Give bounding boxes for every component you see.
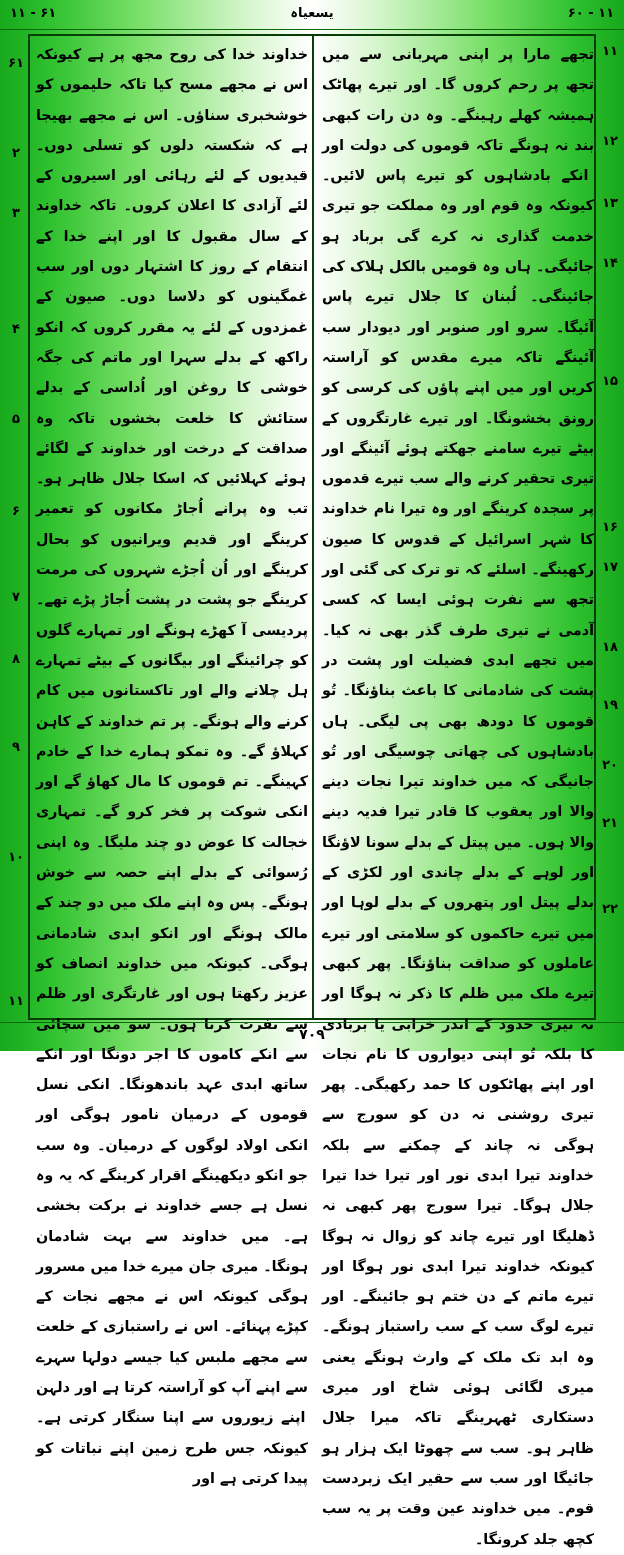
- verse-paragraph: تُو قوموں کا دودھ بھی پی لیگی۔ ہاں بادشاہوں کی چھاتی چوسیگی اور تُو جانیگی کہ میں خداوند تیرا نجات دینے والا اور یعقوب کا قادر تیرا فدیہ دینے والا ہوں۔: [322, 683, 594, 851]
- verse-paragraph: انکی نسل قوموں کے درمیان نامور ہوگی اور انکی اولاد لوگوں کے درمیان۔ وہ سب جو انکو دیکھینگے اقرار کرینگے کہ یہ وہ نسل ہے جسے خداوند نے برکت بخشی ہے۔: [36, 1077, 308, 1245]
- header-chapter-range-right: ۶۰ - ۱۱: [567, 6, 614, 21]
- right-text-column: [322, 40, 595, 1548]
- verse-number: ۱۱: [8, 994, 24, 1009]
- verse-number: ۸: [12, 652, 20, 667]
- verse-number: ۱۲: [602, 134, 618, 149]
- verse-paragraph: خداوند خدا کی روح مجھ پر ہے کیونکہ اس نے مجھے مسح کیا تاکہ حلیموں کو خوشخبری سناؤں۔ اس نے مجھے بھیجا ہے کہ شکستہ دلوں کو تسلی دوں۔ قیدیوں کے لئے رہائی اور اسیروں کے لئے آزادی کا اعلان کروں۔: [36, 47, 308, 215]
- verse-paragraph: پھر تیری روشنی نہ دن کو سورج سے ہوگی نہ چاند کے چمکنے سے بلکہ خداوند تیرا ابدی نور اور تیرا خدا تیرا جلال ہوگا۔: [322, 1077, 595, 1215]
- column-divider: [312, 34, 314, 1020]
- verse-number: ۹: [12, 740, 20, 755]
- verse-paragraph: تمہاری خجالت کا عوض دو چند ملیگا۔ وہ اپنی رُسوائی کے بدلے اپنے حصہ سے خوش ہونگے۔ پس وہ اپنے ملک میں دو چند کے مالک ہونگے اور انکو ابدی شادمانی ہوگی۔: [36, 804, 308, 972]
- verse-number: ۱۶: [602, 520, 618, 535]
- verse-paragraph: اسلئے کہ تو ترک کی گئی اور تجھ سے نفرت ہوئی ایسا کہ کسی آدمی نے تیری طرف گذر بھی نہ کیا۔ میں تجھے ابدی فضیلت اور پشت در پشت کی شادمانی کا باعث بناؤنگا۔: [322, 562, 594, 700]
- verse-paragraph: صیون کے غمزدوں کے لئے یہ مقرر کروں کہ انکو راکھ کے بدلے سہرا اور ماتم کی جگہ خوشی کا روغن اور اُداسی کے بدلے ستائش کا خلعت بخشوں تاکہ وہ صداقت کے درخت اور خداوند کے لگائے ہوئے کہلائیں کہ اسکا جلال ظاہر ہو۔: [36, 289, 308, 488]
- header-chapter-range-left: ۱۱ - ۶۱: [10, 6, 57, 21]
- verse-paragraph: تاکہ خداوند کے سال مقبول کا اور اپنے خدا کے انتقام کے روز کا اشتہار دوں اور سب غمگینوں کو دلاسا دوں۔: [36, 198, 308, 306]
- verse-number: ۲: [12, 146, 20, 161]
- verse-paragraph: اور تیرے غارتگروں کے بیٹے تیرے سامنے جھکتے ہوئے آئینگے اور تیری تحقیر کرنے والے سب تیرے قدموں پر سجدہ کرینگے اور وہ تیرا نام خداوند کا شہر اسرائیل کے قدوس کا صیون رکھینگے۔: [322, 410, 594, 579]
- verse-paragraph: پر تم خداوند کے کاہن کہلاؤ گے۔ وہ تمکو ہمارے خدا کے خادم کہینگے۔ تم قوموں کا مال کھاؤ گے اور انکی شوکت پر فخر کرو گے۔: [36, 713, 308, 821]
- verse-paragraph: کیونکہ وہ قوم اور وہ مملکت جو تیری خدمت گذاری نہ کرے گی برباد ہو جائیگی۔ ہاں وہ قومیں بالکل ہلاک کی جائینگی۔: [322, 198, 594, 306]
- verse-paragraph: لُبنان کا جلال تیرے پاس آئیگا۔ سرو اور صنوبر اور دیودار سب آئینگے تاکہ میرے مقدس کو آراستہ کریں اور میں اپنے پاؤں کی کرسی کو رونق بخشونگا۔: [322, 289, 594, 427]
- verse-number: ۲۱: [602, 816, 618, 831]
- page-footer: [0, 1022, 624, 1051]
- left-text-column: [36, 40, 308, 1487]
- verse-number: ۷: [12, 590, 20, 605]
- verse-number: ۱۳: [602, 196, 618, 211]
- verse-number: ۱۴: [602, 256, 618, 271]
- verse-number: ۶۱: [8, 56, 24, 71]
- verse-paragraph: میں پیتل کے بدلے سونا لاؤنگا اور لوہے کے بدلے چاندی اور لکڑی کے بدلے پیتل اور پتھروں کے بدلے لوہا اور میں تیرے حاکموں کو سلامتی اور تیرے عاملوں کو صداقت بناؤنگا۔: [322, 834, 594, 972]
- verse-number: ۱۸: [602, 640, 618, 655]
- verse-paragraph: کیونکہ جس طرح زمین اپنے نباتات کو پیدا کرتی ہے اور: [36, 1440, 308, 1487]
- verse-paragraph: پھر کبھی تیرے ملک میں ظلم کا ذکر نہ ہوگا اور نہ تیری حدود کے اندر خرابی یا بربادی کا بلکہ تُو اپنی دیواروں کا نام نجات اور اپنے پھاٹکوں کا حمد رکھیگی۔: [322, 955, 594, 1094]
- verse-number: ۲۲: [602, 902, 618, 917]
- verse-number: ۱۱: [602, 44, 618, 59]
- verse-number: ۱۰: [8, 850, 24, 865]
- verse-number: ۱۹: [602, 698, 618, 713]
- verse-number: ۱۵: [602, 374, 618, 389]
- verse-paragraph: تیرا سورج پھر کبھی نہ ڈھلیگا اور تیرے چاند کو زوال نہ ہوگا کیونکہ خداوند تیرا ابدی نور ہوگا اور تیرے ماتم کے دن ختم ہو جائینگے۔: [322, 1198, 594, 1306]
- verse-paragraph: سب سے چھوٹا ایک ہزار ہو جائیگا اور سب سے حقیر ایک زبردست قوم۔ میں خداوند عین وقت پر یہ سب کچھ جلد کرونگا۔: [322, 1440, 594, 1548]
- verse-paragraph: اور تیرے لوگ سب کے سب راستباز ہونگے۔ وہ ابد تک ملک کے وارث ہونگے یعنی میری لگائی ہوئی شاخ اور میری دستکاری ٹھہرینگے تاکہ میرا جلال ظاہر ہو۔: [322, 1289, 594, 1457]
- verse-number: ۴: [12, 322, 20, 337]
- verse-number: ۱۷: [602, 560, 618, 575]
- verse-paragraph: کیونکہ میں خداوند انصاف کو عزیز رکھتا ہوں اور غارتگری اور ظلم سے نفرت کرتا ہوں۔ سو میں سچائی سے انکے کاموں کا اجر دونگا اور انکے ساتھ ابدی عہد باندھونگا۔: [36, 955, 308, 1094]
- page-header: [0, 0, 624, 30]
- verse-paragraph: تجھے مارا پر اپنی مہربانی سے میں تجھ پر رحم کروں گا۔ اور تیرے پھاٹک ہمیشہ کھلے رہینگے۔ وہ دن رات کبھی بند نہ ہونگے تاکہ قوموں کی دولت اور انکے بادشاہوں کو تیرے پاس لائیں۔: [322, 47, 594, 185]
- verse-paragraph: میں خداوند سے بہت شادمان ہونگا۔ میری جان میرے خدا میں مسرور ہوگی کیونکہ اس نے مجھے نجات کے کپڑے پہنائے۔ اس نے راستبازی کے خلعت سے مجھے ملبس کیا جیسے دولہا سہرے سے اپنے آپ کو آراستہ کرتا ہے اور دلہن اپنے زیوروں سے اپنا سنگار کرتی ہے۔: [36, 1228, 308, 1427]
- verse-number: ۶: [12, 504, 20, 519]
- verse-paragraph: پردیسی آ کھڑے ہونگے اور تمہارے گلوں کو چرائینگے اور بیگانوں کے بیٹے تمہارے ہل چلانے والے اور تاکستانوں میں کام کرنے والے ہونگے۔: [36, 622, 308, 730]
- page-number: ۷۰۹: [299, 1027, 325, 1043]
- verse-number: ۲۰: [602, 758, 618, 773]
- verse-number: ۳: [12, 206, 20, 221]
- verse-paragraph: تب وہ پرانے اُجاڑ مکانوں کو تعمیر کرینگے اور قدیم ویرانیوں کو بحال کرینگے اور اُن اُجڑے شہروں کی مرمت کرینگے جو پشت در پشت اُجاڑ پڑے تھے۔: [36, 501, 308, 609]
- header-book-title: یسعیاہ: [290, 6, 334, 21]
- verse-number: ۵: [12, 412, 20, 427]
